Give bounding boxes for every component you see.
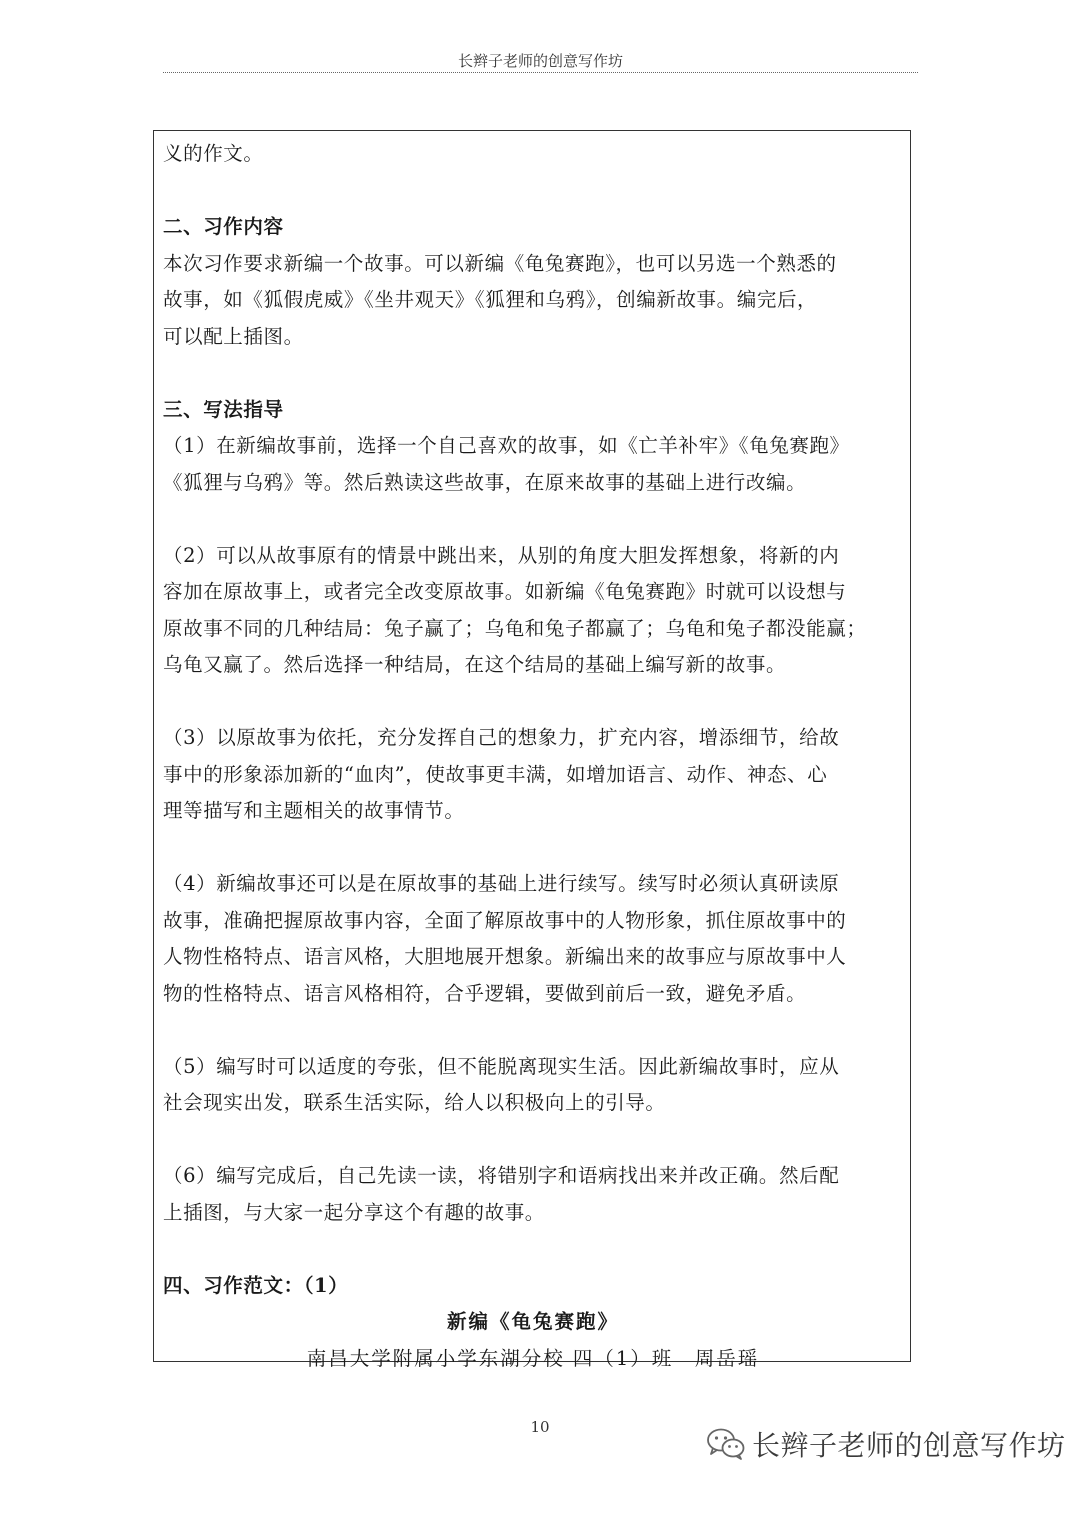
guide-line: 社会现实出发，联系生活实际，给人以积极向上的引导。 [163,1091,666,1114]
guide-line: （4）新编故事还可以是在原故事的基础上进行续写。续写时必须认真研读原 [163,872,840,895]
section4-heading: 四、习作范文：（1） [163,1273,349,1297]
guide-line: 《狐狸与乌鸦》等。然后熟读这些故事，在原来故事的基础上进行改编。 [163,470,807,494]
section2-heading: 二、习作内容 [163,215,284,238]
sample-essay-title: 新编《龟兔赛跑》 [446,1310,619,1333]
watermark-text: 长辫子老师的创意写作坊 [752,1429,1066,1462]
section2-line: 本次习作要求新编一个故事。可以新编《龟兔赛跑》，也可以另选一个熟悉的 [163,251,837,275]
wechat-watermark [706,1423,1066,1465]
page-header-title: 长辫子老师的创意写作坊 [457,52,623,70]
guide-line: （5）编写时可以适度的夸张，但不能脱离现实生活。因此新编故事时，应从 [163,1054,840,1078]
guide-line: （3）以原故事为依托，充分发挥自己的想象力，扩充内容，增添细节，给故 [163,726,840,749]
guide-line: 容加在原故事上，或者完全改变原故事。如新编《龟兔赛跑》时就可以设想与 [163,580,847,603]
guide-line: 理等描写和主题相关的故事情节。 [163,799,465,822]
guide-line: 乌龟又赢了。然后选择一种结局，在这个结局的基础上编写新的故事。 [163,653,787,676]
guide-line: 上插图，与大家一起分享这个有趣的故事。 [163,1200,545,1224]
guide-line: 人物性格特点、语言风格，大胆地展开想象。新编出来的故事应与原故事中人 [163,945,847,968]
guide-line: （2）可以从故事原有的情景中跳出来，从别的角度大胆发挥想象，将新的内 [163,543,840,567]
wechat-icon [706,1427,746,1461]
document-body [163,136,903,1377]
guide-line: （1）在新编故事前，选择一个自己喜欢的故事，如《亡羊补牢》《龟兔赛跑》 [163,434,850,457]
guide-line: 物的性格特点、语言风格相符，合乎逻辑，要做到前后一致，避免矛盾。 [163,981,807,1005]
section2-line: 可以配上插图。 [163,324,304,348]
guide-line: 原故事不同的几种结局：兔子赢了；乌龟和兔子都赢了；乌龟和兔子都没能赢； [163,616,867,640]
guide-line: 故事，准确把握原故事内容，全面了解原故事中的人物形象，抓住原故事中的 [163,908,847,932]
section2-line: 故事，如《狐假虎威》《坐井观天》《狐狸和乌鸦》，创编新故事。编完后， [163,288,818,311]
continuation-line: 义的作文。 [163,142,264,165]
header-divider [163,72,918,73]
guide-line: 事中的形象添加新的“血肉”，使故事更丰满，如增加语言、动作、神态、心 [163,762,828,786]
section3-heading: 三、写法指导 [163,397,284,421]
page-number: 10 [530,1418,550,1436]
guide-line: （6）编写完成后，自己先读一读，将错别字和语病找出来并改正确。然后配 [163,1164,840,1187]
sample-essay-author: 南昌大学附属小学东湖分校 四（1）班 周岳瑶 [306,1346,760,1370]
